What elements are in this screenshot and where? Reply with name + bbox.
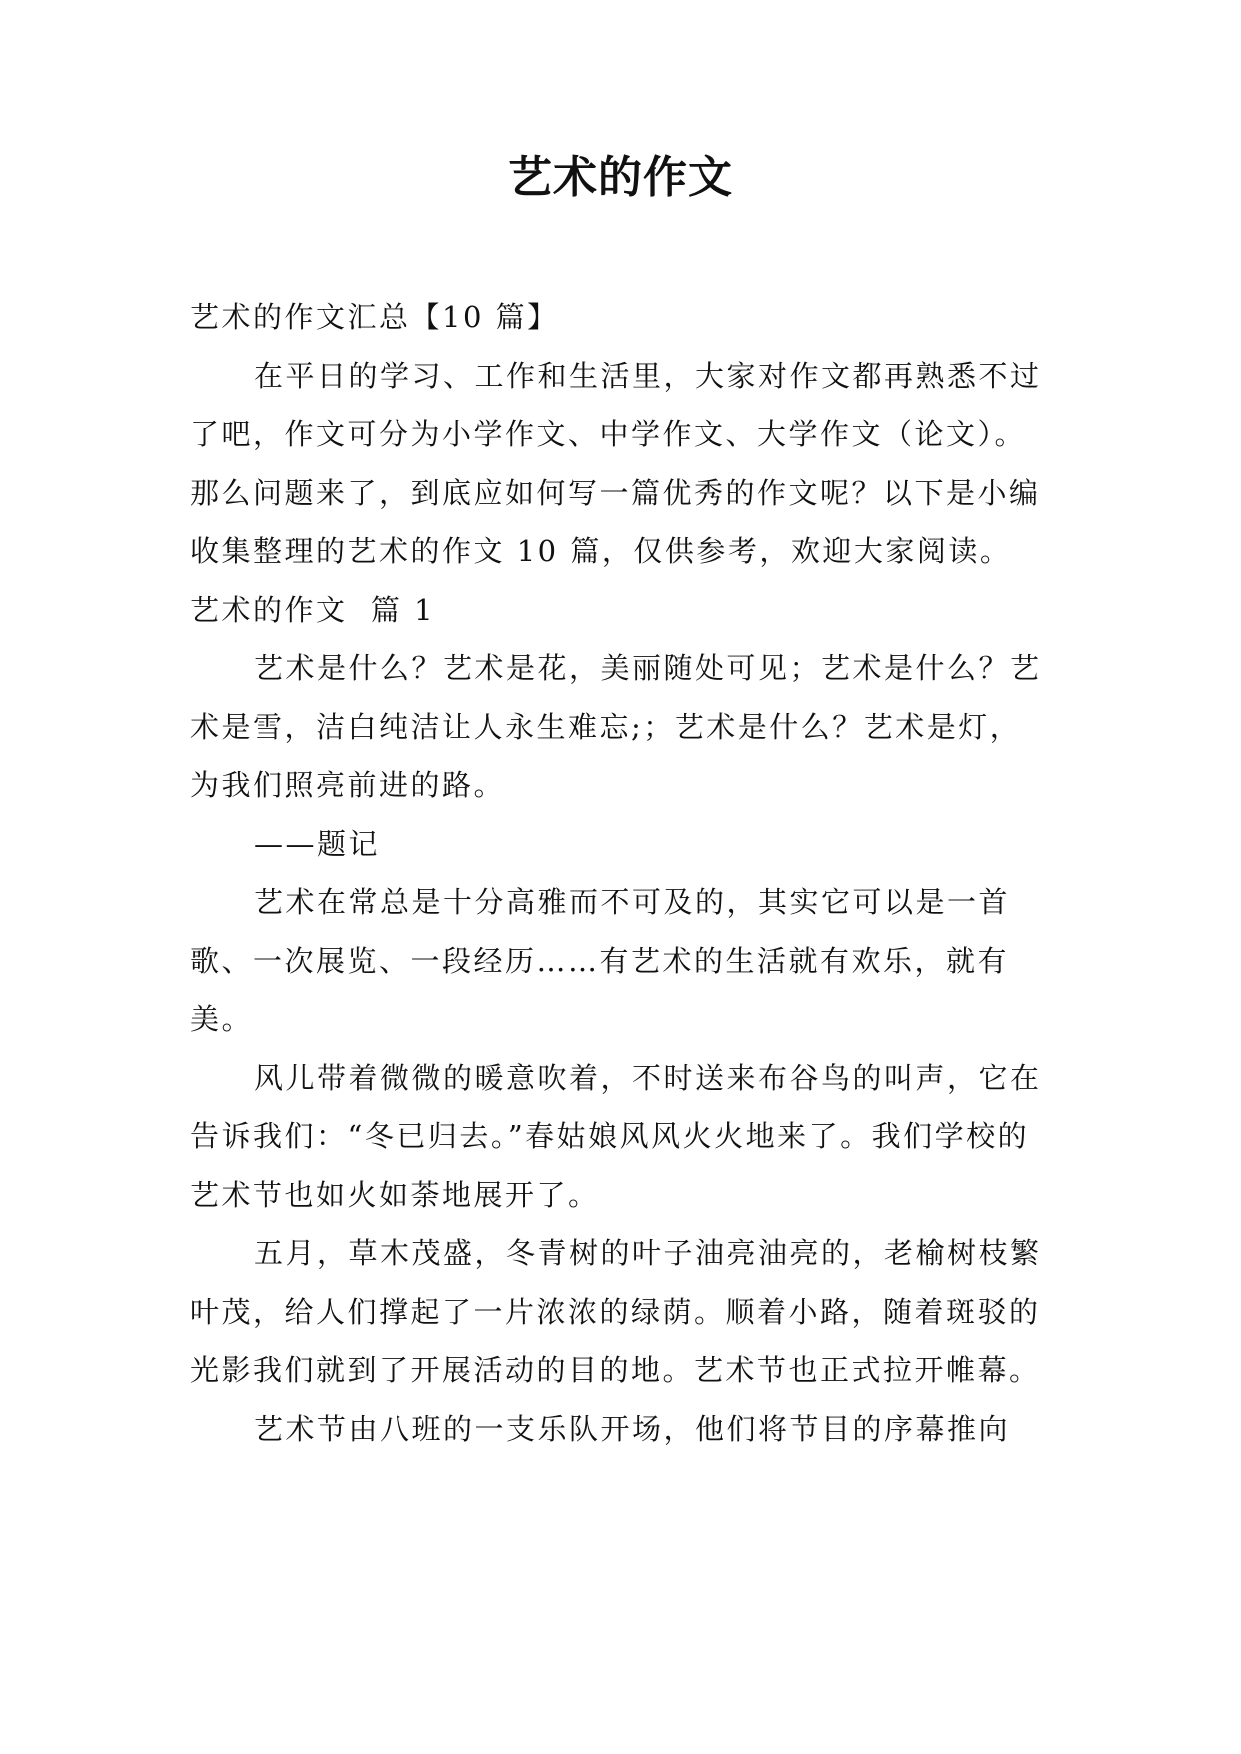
- body-paragraph: 五月，草木茂盛，冬青树的叶子油亮油亮的，老榆树枝繁叶茂，给人们撑起了一片浓浓的绿荫。顺着小路，随着斑驳的光影我们就到了开展活动的目的地。艺术节也正式拉开帷幕。: [190, 1236, 1042, 1387]
- document-title: 艺术的作文: [508, 152, 733, 203]
- document-subtitle: 艺术的作文汇总【10 篇】: [190, 300, 559, 334]
- intro-paragraph: 在平日的学习、工作和生活里，大家对作文都再熟悉不过了吧，作文可分为小学作文、中学作文、大学作文（论文）。那么问题来了，到底应如何写一篇优秀的作文呢？以下是小编收集整理的艺术的作文 10 篇，仅供参考，欢迎大家阅读。: [190, 358, 1042, 568]
- document-body: [190, 288, 1050, 1458]
- body-paragraph: 艺术节由八班的一支乐队开场，他们将节目的序幕推向: [254, 1411, 1011, 1446]
- body-paragraph: 艺术是什么？艺术是花，美丽随处可见；艺术是什么？艺术是雪，洁白纯洁让人永生难忘;；艺术是什么？艺术是灯，为我们照亮前进的路。: [190, 651, 1042, 802]
- body-paragraph: 艺术在常总是十分高雅而不可及的，其实它可以是一首歌、一次展览、一段经历……有艺术的生活就有欢乐，就有美。: [190, 885, 1011, 1036]
- section-heading: 艺术的作文 篇 1: [190, 592, 436, 627]
- epigraph-attribution: ——题记: [254, 826, 381, 861]
- body-paragraph: 风儿带着微微的暖意吹着，不时送来布谷鸟的叫声，它在告诉我们：“冬已归去。”春姑娘风风火火地来了。我们学校的艺术节也如火如荼地展开了。: [190, 1060, 1042, 1212]
